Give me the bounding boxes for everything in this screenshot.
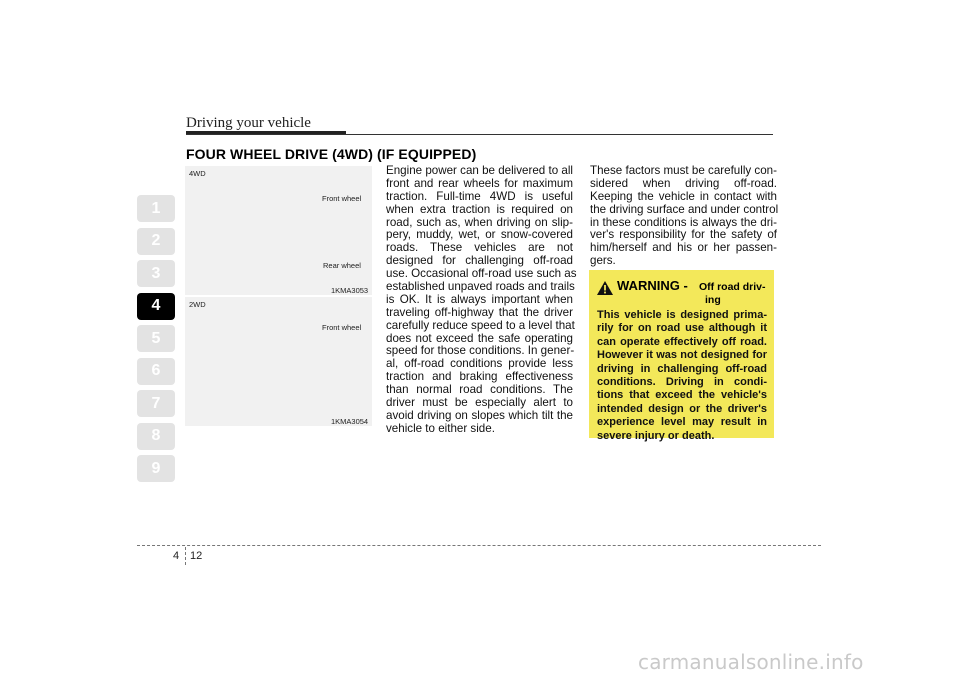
chapter-tab-3[interactable]: 3 xyxy=(137,260,175,287)
header-rule xyxy=(186,134,773,135)
body-line: use. Occasional off-road use such as xyxy=(386,267,577,281)
warning-line: driving in challenging off-road xyxy=(597,362,767,375)
chapter-tab-5[interactable]: 5 xyxy=(137,325,175,352)
body-line: carefully reduce speed to a level that xyxy=(386,318,575,332)
warning-line: However it was not designed for xyxy=(597,349,767,362)
figure-4wd xyxy=(185,166,372,295)
warning-label: WARNING - xyxy=(617,278,688,293)
body-line: speed for those conditions. In gener- xyxy=(386,344,575,358)
figure-4wd-label: 4WD xyxy=(189,169,206,178)
body-line: sidered when driving off-road. xyxy=(590,176,777,190)
section-title: FOUR WHEEL DRIVE (4WD) (IF EQUIPPED) xyxy=(186,146,477,162)
chapter-tab-9[interactable]: 9 xyxy=(137,455,175,482)
body-line: driver must be especially alert to xyxy=(386,396,573,410)
body-line: traveling off-highway that the driver xyxy=(386,305,573,319)
body-line: designed for challenging off-road xyxy=(386,254,573,268)
body-line: is OK. It is always important when xyxy=(386,292,573,306)
chapter-tab-2[interactable]: 2 xyxy=(137,228,175,255)
page-header-title: Driving your vehicle xyxy=(186,115,311,131)
body-line: him/herself and his or her passen- xyxy=(590,241,777,255)
body-line: vehicle to either side. xyxy=(386,421,495,435)
body-line: than normal road conditions. The xyxy=(386,383,573,397)
footer-page-number: 12 xyxy=(190,550,203,562)
warning-triangle-icon xyxy=(597,281,613,300)
body-line: traction. Full-time 4WD is useful xyxy=(386,189,573,203)
body-text-middle xyxy=(386,164,577,436)
figure-2wd-code: 1KMA3054 xyxy=(331,417,369,426)
figure-4wd-front-label: Front wheel xyxy=(322,194,362,203)
body-line: gers. xyxy=(590,254,616,268)
watermark: carmanualsonline.info xyxy=(638,650,864,674)
body-line: does not exceed the safe operating xyxy=(386,331,573,345)
footer-divider xyxy=(185,547,186,565)
warning-line: severe injury or death. xyxy=(597,429,715,442)
warning-subtitle: Off road driv- xyxy=(699,281,766,293)
warning-line: intended design or the driver's xyxy=(597,402,767,415)
warning-line: rily for on road use although it xyxy=(597,322,767,335)
footer-chapter-number: 4 xyxy=(173,550,180,562)
footer-rule xyxy=(137,545,821,546)
figure-4wd-rear-label: Rear wheel xyxy=(323,261,361,270)
chapter-tab-4-active[interactable]: 4 xyxy=(137,293,175,320)
figure-2wd xyxy=(185,297,372,426)
warning-line: conditions. Driving in condi- xyxy=(597,375,767,388)
body-line: ver's responsibility for the safety of xyxy=(590,228,777,242)
warning-line: experience level may result in xyxy=(597,416,767,429)
body-line: front and rear wheels for maximum xyxy=(386,176,573,190)
chapter-tab-7[interactable]: 7 xyxy=(137,390,175,417)
warning-text xyxy=(597,309,767,443)
body-line: Engine power can be delivered to all xyxy=(386,164,573,177)
warning-line: This vehicle is designed prima- xyxy=(597,309,767,321)
body-line: road, such as, when driving on slip- xyxy=(386,215,573,229)
body-line: Keeping the vehicle in contact with xyxy=(590,189,777,203)
chapter-tab-1[interactable]: 1 xyxy=(137,195,175,222)
body-line: in these conditions is always the dri- xyxy=(590,215,777,229)
body-line: the driving surface and under control xyxy=(590,202,779,216)
chapter-tab-8[interactable]: 8 xyxy=(137,423,175,450)
body-line: avoid driving on slopes which tilt the xyxy=(386,408,573,422)
body-line: pery, muddy, wet, or snow-covered xyxy=(386,228,573,242)
figure-2wd-label: 2WD xyxy=(189,300,206,309)
warning-line: tions that exceed the vehicle's xyxy=(597,389,767,402)
figure-4wd-code: 1KMA3053 xyxy=(331,286,369,295)
body-line: These factors must be carefully con- xyxy=(590,164,777,177)
body-text-right xyxy=(590,165,777,268)
body-line: roads. These vehicles are not xyxy=(386,241,573,255)
body-line: al, off-road conditions provide less xyxy=(386,357,573,371)
figure-2wd-front-label: Front wheel xyxy=(322,323,362,332)
warning-box xyxy=(589,270,774,442)
body-line: traction and braking effectiveness xyxy=(386,370,573,384)
warning-line: can operate effectively off road. xyxy=(597,335,767,348)
body-line: when extra traction is required on xyxy=(386,202,573,216)
chapter-index xyxy=(137,195,175,488)
warning-subtitle-cont: ing xyxy=(705,294,721,306)
chapter-tab-6[interactable]: 6 xyxy=(137,358,175,385)
body-line: established unpaved roads and trails xyxy=(386,280,575,294)
